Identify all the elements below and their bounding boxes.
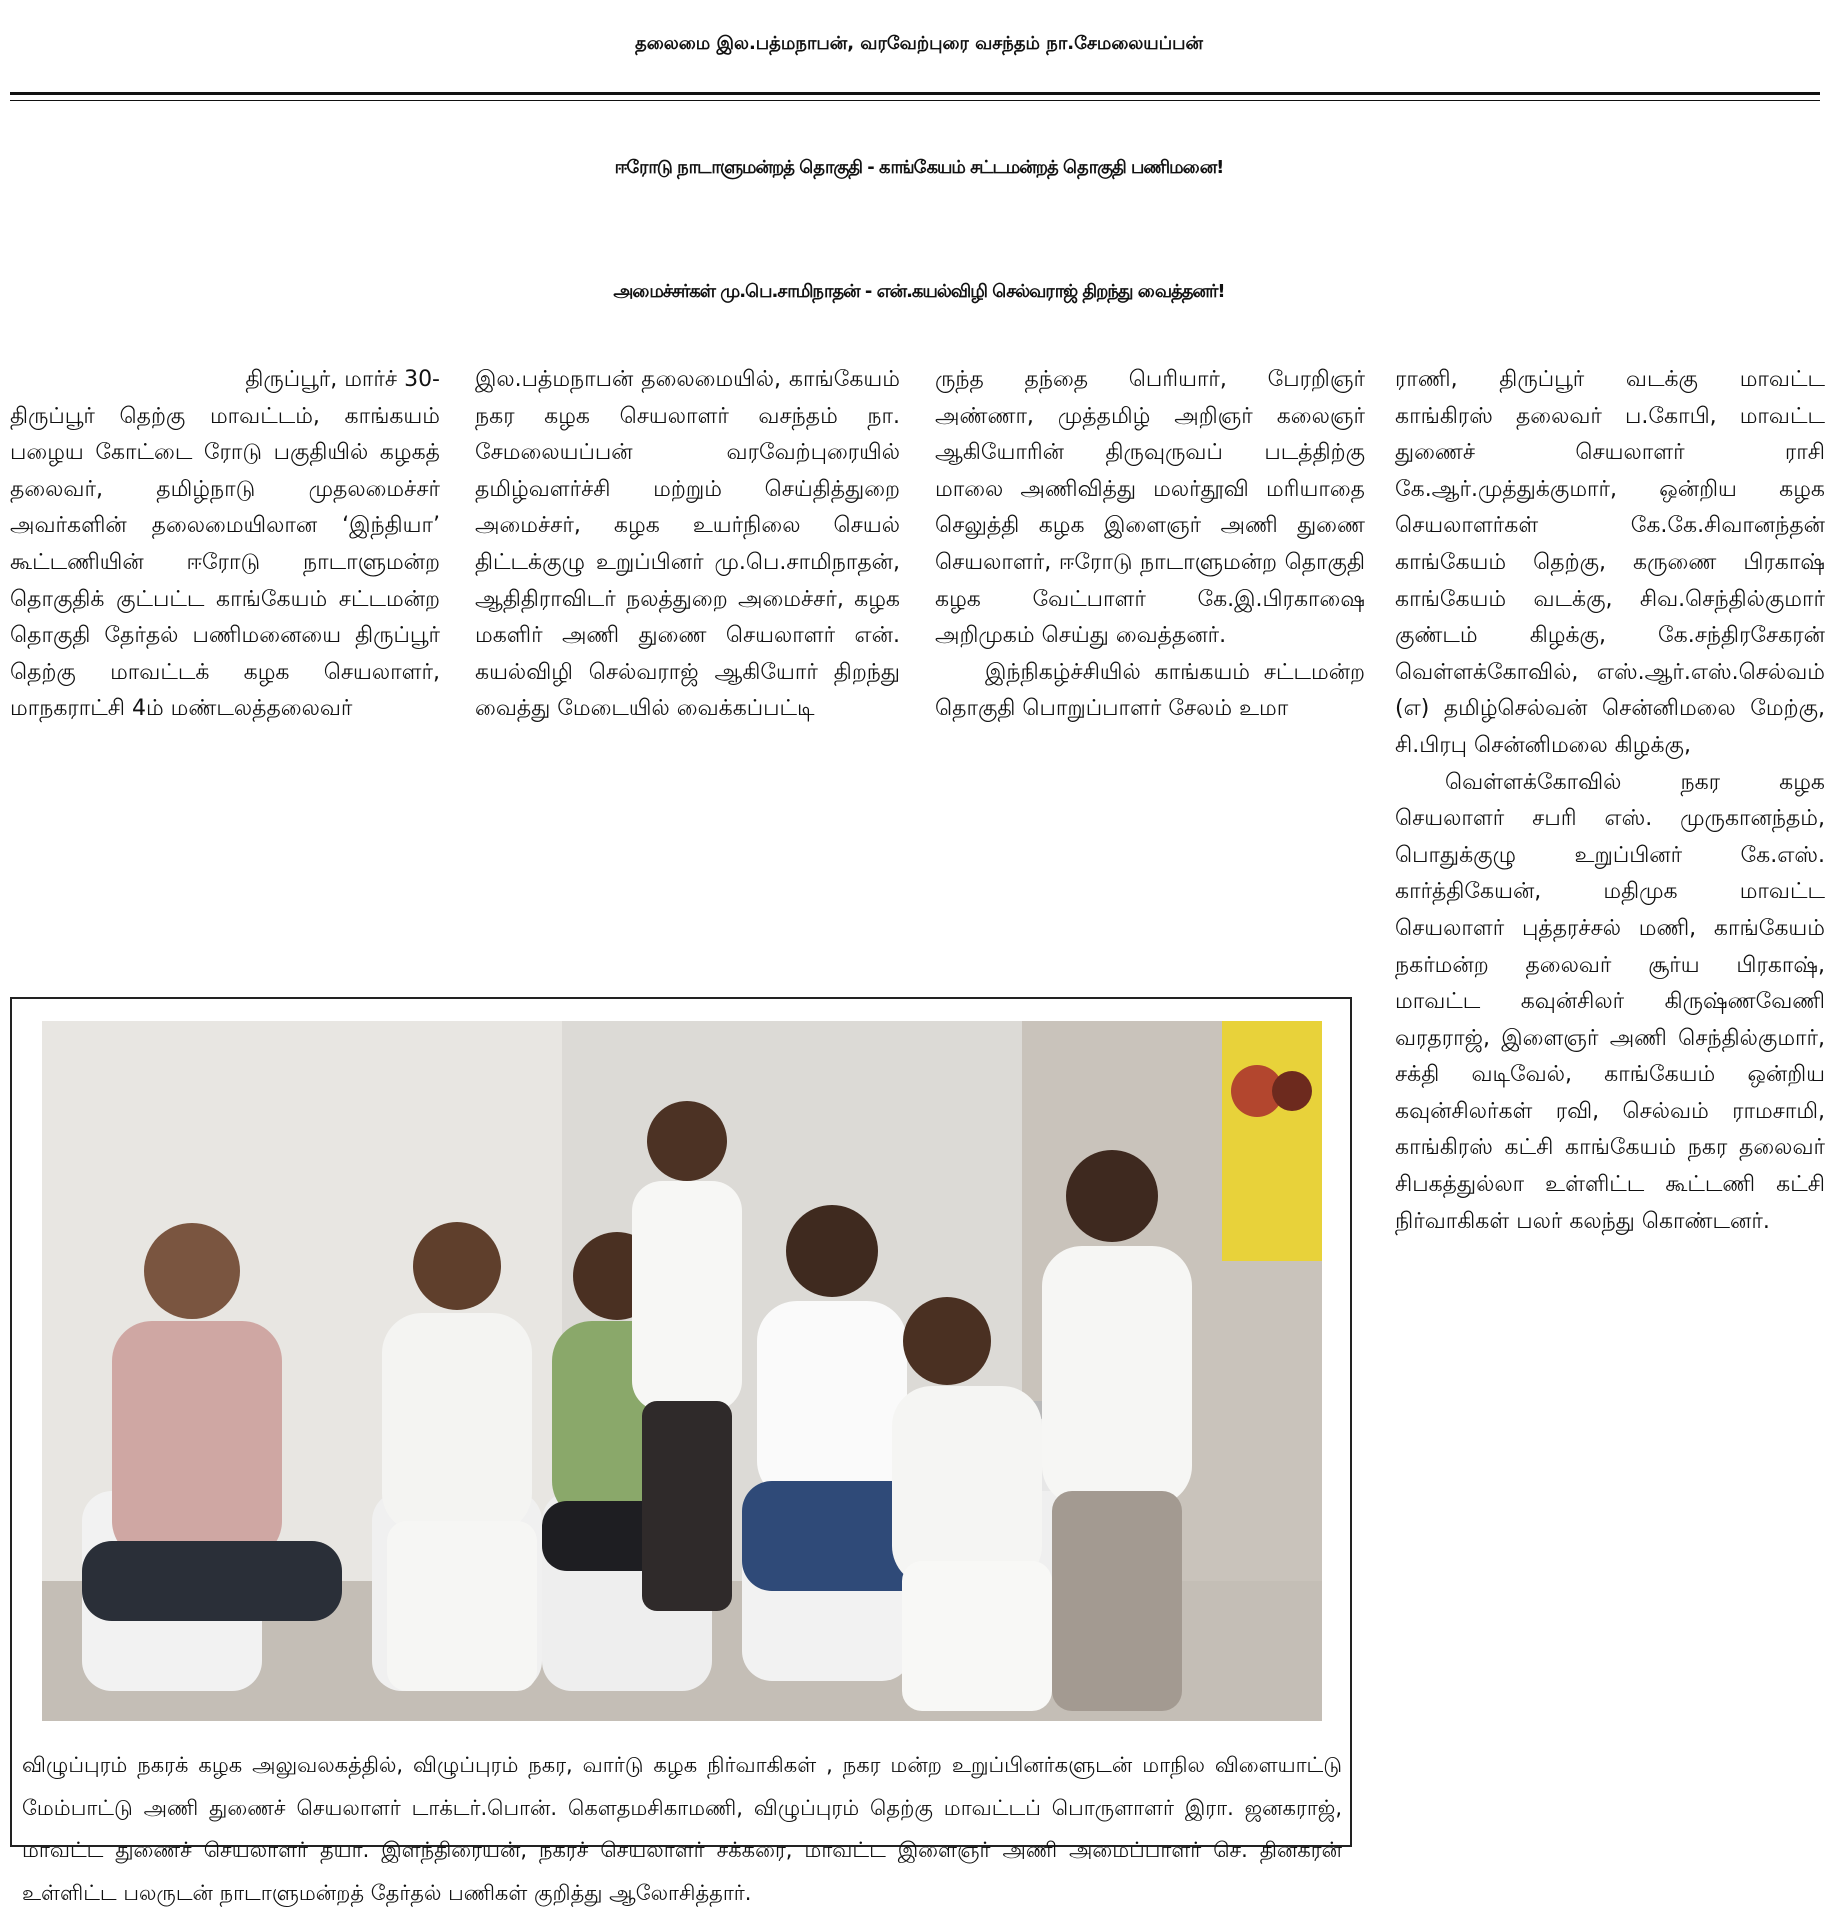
kicker-line: தலைமை இல.பத்மநாபன், வரவேற்புரை வசந்தம் நா.சேமலையப்பன் (635, 33, 1203, 54)
dateline: திருப்பூர், மார்ச் 30- (245, 367, 440, 392)
article-column-4-text: ராணி, திருப்பூர் வடக்கு மாவட்ட காங்கிரஸ் தலைவர் ப.கோபி, மாவட்ட துணைச் செயலாளர் ராசி கே.ஆர்.முத்துக்குமார், ஒன்றிய கழக செயலாளர்கள் கே.கே.சிவானந்தன் காங்கேயம் தெற்கு, கருணை பிரகாஷ் காங்கேயம் வடக்கு, சிவ.செந்தில்குமார் குண்டம் கிழக்கு, கே.சந்திரசேகரன் வெள்ளக்கோவில், எஸ்.ஆர்.எஸ்.செல்வம் (எ) தமிழ்செல்வன் சென்னிமலை மேற்கு, சி.பிரபு சென்னிமலை கிழக்கு, (1395, 367, 1825, 758)
news-photo (42, 1021, 1322, 1721)
article-column-4 (1395, 362, 1825, 1852)
subheadline: அமைச்சர்கள் மு.பெ.சாமிநாதன் - என்.கயல்விழி செல்வராஜ் திறந்து வைத்தனர்! (613, 281, 1225, 302)
article-column-1-text: திருப்பூர் தெற்கு மாவட்டம், காங்கயம் பழைய கோட்டை ரோடு பகுதியில் கழகத் தலைவர், தமிழ்நாடு முதலமைச்சர் அவர்களின் தலைமையிலான ‘இந்தியா’ கூட்டணியின் ஈரோடு நாடாளுமன்ற தொகுதிக் குட்பட்ட காங்கேயம் சட்டமன்ற தொகுதி தேர்தல் பணிமனையை திருப்பூர் தெற்கு மாவட்டக் கழக செயலாளர், மாநகராட்சி 4ம் மண்டலத்தலைவர் (10, 403, 440, 722)
article-column-1 (10, 362, 440, 982)
headline: ஈரோடு நாடாளுமன்றத் தொகுதி - காங்கேயம் சட்டமன்றத் தொகுதி பணிமனை! (614, 157, 1224, 178)
header-rule-thin (10, 100, 1820, 101)
article-column-2 (475, 362, 900, 982)
article-column-3-paragraph-2: இந்நிகழ்ச்சியில் காங்கயம் சட்டமன்ற தொகுதி பொறுப்பாளர் சேலம் உமா (935, 659, 1365, 722)
article-column-2-text: இல.பத்மநாபன் தலைமையில், காங்கேயம் நகர கழக செயலாளர் வசந்தம் நா. சேமலையப்பன் வரவேற்புரையில் தமிழ்வளர்ச்சி மற்றும் செய்தித்துறை அமைச்சர், கழக உயர்நிலை செயல் திட்டக்குழு உறுப்பினர் மு.பெ.சாமிநாதன், ஆதிதிராவிடர் நலத்துறை அமைச்சர், கழக மகளிர் அணி துணை செயலாளர் என். கயல்விழி செல்வராஜ் ஆகியோர் திறந்து வைத்து மேடையில் வைக்கப்பட்டி (475, 367, 900, 722)
article-column-4-paragraph-2: வெள்ளக்கோவில் நகர கழக செயலாளர் சபரி எஸ். முருகானந்தம், பொதுக்குழு உறுப்பினர் கே.எஸ். கார்த்திகேயன், மதிமுக மாவட்ட செயலாளர் புத்தரச்சல் மணி, காங்கேயம் நகர்மன்ற தலைவர் சூர்ய பிரகாஷ், மாவட்ட கவுன்சிலர் கிருஷ்ணவேணி வரதராஜ், இளைஞர் அணி செந்தில்குமார், சக்தி வடிவேல், காங்கேயம் ஒன்றிய கவுன்சிலர்கள் ரவி, செல்வம் ராமசாமி, காங்கிரஸ் கட்சி காங்கேயம் நகர தலைவர் சிபகத்துல்லா உள்ளிட்ட கூட்டணி கட்சி நிர்வாகிகள் பலர் கலந்து கொண்டனர். (1395, 769, 1825, 1234)
photo-caption: விழுப்புரம் நகரக் கழக அலுவலகத்தில், விழுப்புரம் நகர, வார்டு கழக நிர்வாகிகள் , நகர மன்ற உறுப்பினர்களுடன் மாநில விளையாட்டு மேம்பாட்டு அணி துணைச் செயலாளர் டாக்டர்.பொன். கௌதமசிகாமணி, விழுப்புரம் தெற்கு மாவட்டப் பொருளாளர் இரா. ஜனகராஜ், மாவட்ட துணைச் செயலாளர் தயா. இளந்திரையன், நகரச் செயலாளர் சக்கரை, மாவட்ட இளைஞர் அணி அமைப்பாளர் செ. தினகரன் உள்ளிட்ட பலருடன் நாடாளுமன்றத் தேர்தல் பணிகள் குறித்து ஆலோசித்தார். (22, 1753, 1342, 1905)
photo-box (10, 997, 1352, 1905)
article-column-3 (935, 362, 1365, 982)
header-rule-thick (10, 92, 1820, 95)
article-column-3-text: ருந்த தந்தை பெரியார், பேரறிஞர் அண்ணா, முத்தமிழ் அறிஞர் கலைஞர் ஆகியோரின் திருவுருவப் படத்திற்கு மாலை அணிவித்து மலர்தூவி மரியாதை செலுத்தி கழக இளைஞர் அணி துணை செயலாளர், ஈரோடு நாடாளுமன்ற தொகுதி கழக வேட்பாளர் கே.இ.பிரகாஷை அறிமுகம் செய்து வைத்தனர். (935, 367, 1365, 649)
